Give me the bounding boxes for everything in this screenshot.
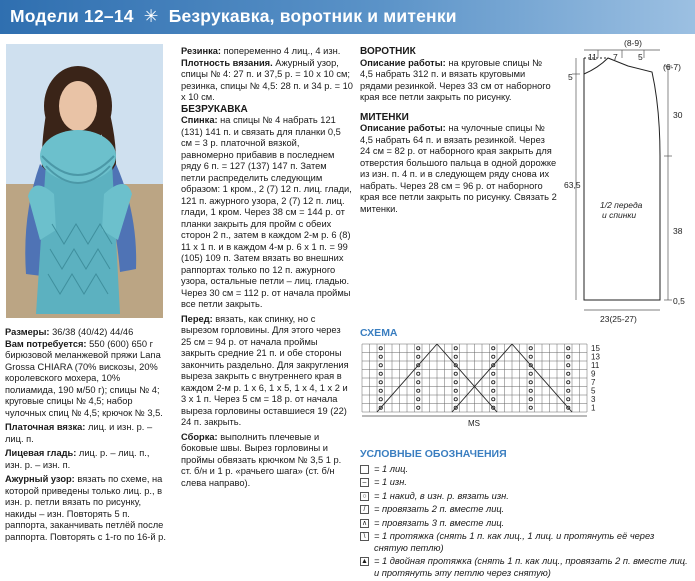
sizes-paragraph — [5, 327, 167, 339]
chart-yarn-over — [454, 355, 457, 358]
chart-yarn-over — [529, 389, 532, 392]
collar-mittens-text — [360, 46, 557, 215]
need-paragraph — [5, 339, 167, 420]
mittens-label: Описание работы: — [360, 123, 446, 133]
rib-value: попеременно 4 лиц., 4 изн. — [221, 46, 341, 56]
chart-yarn-over — [529, 355, 532, 358]
back-label: Спинка: — [181, 115, 218, 125]
legend-text: = 1 двойная протяжка (снять 1 п. как лиц., провязать 2 п. вместе лиц. и протянуть эту петлю через снятую) — [374, 556, 688, 578]
dim-left-1: 5 — [568, 72, 573, 82]
assembly-paragraph — [181, 432, 353, 490]
chart-yarn-over — [379, 355, 382, 358]
chart-row-number: 11 — [591, 360, 600, 370]
legend-text: = 1 накид, в изн. р. вязать изн. — [374, 490, 509, 501]
front-value: вязать, как спинку, но с вырезом горловины. Для этого через 25 см = 94 р. от начала проймы закрыть средние 21 п. и обе стороны закончить раздельно. Для закругления выреза закрыть с внутреннего края в каждом 2-м р. 1 х 6, 1 х 5, 1 х 4, 1 х 2 и 3 х 1 п. Через 5 см = 18 р. от начала выреза горловины оставшиеся 19 (22) 24 п. закрыть. — [181, 313, 349, 427]
chart-row-number: 13 — [591, 352, 600, 362]
lace-label: Ажурный узор: — [5, 474, 75, 484]
legend-item-sk2p — [360, 556, 690, 579]
legend-item-k2tog — [360, 504, 690, 516]
piece-label-2: и спинки — [602, 210, 637, 220]
photo-illustration — [6, 44, 163, 318]
chart-yarn-over — [492, 389, 495, 392]
legend-text: = 1 изн. — [374, 477, 407, 487]
chart-row-number: 3 — [591, 394, 596, 404]
chart-yarn-over — [417, 372, 420, 375]
assembly-value: выполнить плечевые и боковые швы. Вырез горловины и проймы обвязать крючком № 3,5 1 р. ст. б/н и 1 р. «рачьего шага» (ст. б/н слева направо). — [181, 431, 342, 488]
vest-text — [181, 46, 353, 489]
density-value: Ажурный узор, спицы № 4: 27 п. и 37,5 р. = 10 х 10 см; резинка, спицы № 4,5: 28 п. и 34 р. = 10 х 10 см. — [181, 57, 353, 102]
chart-yarn-over — [529, 347, 532, 350]
model-number: Модели 12–14 — [10, 6, 134, 26]
dim-right-1: (6-7) — [663, 62, 681, 72]
dim-top-1: (8-9) — [624, 38, 642, 48]
lace-paragraph — [5, 474, 167, 543]
chart-yarn-over — [379, 347, 382, 350]
mittens-paragraph — [360, 123, 557, 215]
chart-yarn-over — [454, 372, 457, 375]
legend-text: = провязать 2 п. вместе лиц. — [374, 504, 505, 514]
rib-label: Резинка: — [181, 46, 222, 56]
legend-title: УСЛОВНЫЕ ОБОЗНАЧЕНИЯ — [360, 448, 507, 460]
chart-yarn-over — [417, 381, 420, 384]
legend-item-knit — [360, 464, 690, 476]
chart-yarn-over — [567, 372, 570, 375]
chart-row-number: 1 — [591, 403, 596, 413]
collar-value: на круговые спицы № 4,5 набрать 312 п. и вязать круговыми рядами резинкой. Через 33 см от наборного края все петли закрыть по рисунку. — [360, 57, 551, 102]
chart-yarn-over — [567, 398, 570, 401]
chart-yarn-over — [529, 398, 532, 401]
chart-yarn-over — [492, 355, 495, 358]
dim-left-2: 63,5 — [564, 180, 581, 190]
chart-yarn-over — [492, 372, 495, 375]
chart-row-number: 5 — [591, 386, 596, 396]
legend-item-ssk — [360, 531, 690, 554]
chart-yarn-over — [567, 347, 570, 350]
chart-yarn-over — [567, 355, 570, 358]
k2tog-symbol: / — [360, 505, 369, 514]
purl-symbol: – — [360, 478, 369, 487]
mittens-title: МИТЕНКИ — [360, 111, 409, 123]
chart-row-number: 15 — [591, 343, 600, 353]
vest-title: БЕЗРУКАВКА — [181, 103, 248, 115]
chart-yarn-over — [417, 389, 420, 392]
knit-symbol — [360, 465, 369, 474]
chart-row-number: 7 — [591, 377, 596, 387]
legend — [360, 449, 690, 581]
chart-yarn-over — [529, 406, 532, 409]
legend-text: = 1 лиц. — [374, 463, 409, 474]
chart-yarn-over — [379, 372, 382, 375]
plain-value: лиц. и изн. р. – лиц. п. — [5, 422, 153, 444]
collar-paragraph — [360, 58, 557, 104]
legend-text: = провязать 3 п. вместе лиц. — [374, 517, 505, 528]
page-header — [0, 0, 695, 34]
star-icon: ✳ — [143, 6, 159, 26]
schematic-labels — [564, 38, 685, 324]
need-value: 550 (600) 650 г бирюзовой меланжевой пряжи Lana Grossa CHIARA (70% вискозы, 20% королевского мохера, 10% полиамида, 190 м/50 г); спицы № 4; круговые спицы № 4,5; набор чулочных спиц № 4,5; крючок № 3,5. — [5, 338, 163, 418]
chart-yarn-over — [567, 381, 570, 384]
chart-yarn-over — [379, 364, 382, 367]
ms-label: MS — [468, 419, 480, 428]
plain-label: Платочная вязка: — [5, 422, 86, 432]
materials-text — [5, 327, 167, 543]
density-label: Плотность вязания. — [181, 57, 273, 68]
collar-label: Описание работы: — [360, 57, 446, 68]
chart-yarn-over — [492, 381, 495, 384]
dim-top-3: 7 — [613, 52, 618, 62]
rib-paragraph — [181, 46, 353, 58]
collar-title: ВОРОТНИК — [360, 46, 416, 57]
pattern-schematic — [564, 38, 690, 328]
dim-top-2: 11 — [588, 52, 597, 62]
chart-yarn-over — [379, 381, 382, 384]
schema-heading — [360, 328, 398, 340]
chart-yarn-over — [417, 406, 420, 409]
piece-label-1: 1/2 переда — [600, 200, 643, 210]
chart-yarn-over — [492, 347, 495, 350]
chart-yarn-over — [567, 389, 570, 392]
legend-text: = 1 протяжка (снять 1 п. как лиц., 1 лиц. и протянуть её через снятую петлю) — [374, 531, 655, 553]
chart-yarn-over — [454, 398, 457, 401]
front-label: Перед: — [181, 313, 213, 324]
chart-yarn-over — [379, 389, 382, 392]
chart-yarn-over — [417, 347, 420, 350]
legend-item-k3tog — [360, 518, 690, 530]
stock-value: лиц. р. – лиц. п., изн. р. – изн. п. — [5, 448, 150, 470]
page-title — [10, 6, 457, 27]
sizes-label: Размеры: — [5, 327, 50, 337]
yarn-over-symbol: ○ — [360, 492, 369, 501]
ssk-symbol: \ — [360, 532, 369, 541]
dim-bottom: 23(25-27) — [600, 314, 637, 324]
mittens-value: на чулочные спицы № 4,5 набрать 64 п. и вязать резинкой. Через 24 см = 82 р. от наборного края закрыть для отверстия большого пальца в одной дорожке из изн. п. 4 п. и в следующем ряду снова их набрать. Через 28 см = 96 р. от наборного края все петли закрыть по рисунку. Связать 2 митенки. — [360, 123, 557, 214]
dim-top-4: 5 — [638, 52, 643, 62]
assembly-label: Сборка: — [181, 431, 218, 442]
sizes-value: 36/38 (40/42) 44/46 — [49, 327, 134, 337]
model-photo — [6, 44, 163, 318]
chart-yarn-over — [417, 398, 420, 401]
density-paragraph — [181, 58, 353, 104]
chart-row-numbers — [591, 344, 600, 413]
chart-yarn-over — [529, 381, 532, 384]
back-value: на спицы № 4 набрать 121 (131) 141 п. и связать для планки 0,5 см = 3 р. платочной вязкой, равномерно прибавив в последнем ряду 6 п. = 127 (137) 147 п. Затем петли распределить следующим образом: 1 кром., 2 (7) 12 п. лиц. глади, 121 п. ажурного узора, 2 (7) 12 п. лиц. глади, 1 кром. Через 38 см = 144 р. от планки закрыть для пройм с обеих сторон 2 п., затем в каждом 2-м р. 6 (8) 11 х 1 п. и в каждом 4-м р. 6 х 1 п. = 99 (105) 109 п. Затем вязать во внешних раппортах только по 12 п. ажурного узора, остальные петли – лиц. гладью. Через 30 см = 112 р. от начала проймы все петли закрыть. — [181, 115, 352, 309]
back-paragraph — [181, 115, 353, 311]
dim-right-2: 30 — [673, 110, 683, 120]
stock-paragraph — [5, 448, 167, 471]
knitting-chart — [360, 340, 608, 432]
sk2p-symbol: ▲ — [361, 558, 368, 565]
chart-yarn-over — [379, 398, 382, 401]
schema-title: СХЕМА — [360, 327, 398, 339]
k3tog-symbol: ∧ — [361, 519, 368, 527]
chart-yarn-over — [454, 389, 457, 392]
lace-value: вязать по схеме, на которой приведены только лиц. р., в изн. р. петли вязать по рисунку, накиды – изн. Повторять 5 п. раппорта, заканчивать петлёй после раппорта. Повторять с 1-го по 16-й р. — [5, 474, 166, 542]
stock-label: Лицевая гладь: — [5, 448, 77, 458]
dim-right-4: 0,5 — [673, 296, 685, 306]
legend-item-purl — [360, 477, 690, 489]
chart-yarn-over — [454, 381, 457, 384]
chart-yarn-over — [492, 398, 495, 401]
model-title: Безрукавка, воротник и митенки — [168, 6, 457, 26]
chart-yarn-over — [454, 347, 457, 350]
dim-right-3: 38 — [673, 226, 683, 236]
legend-item-yo — [360, 491, 690, 503]
chart-yarn-over — [529, 372, 532, 375]
chart-yarn-over — [567, 364, 570, 367]
plain-paragraph — [5, 422, 167, 445]
chart-row-number: 9 — [591, 369, 596, 379]
front-paragraph — [181, 314, 353, 429]
chart-yarn-over — [417, 355, 420, 358]
need-label: Вам потребуется: — [5, 338, 87, 349]
